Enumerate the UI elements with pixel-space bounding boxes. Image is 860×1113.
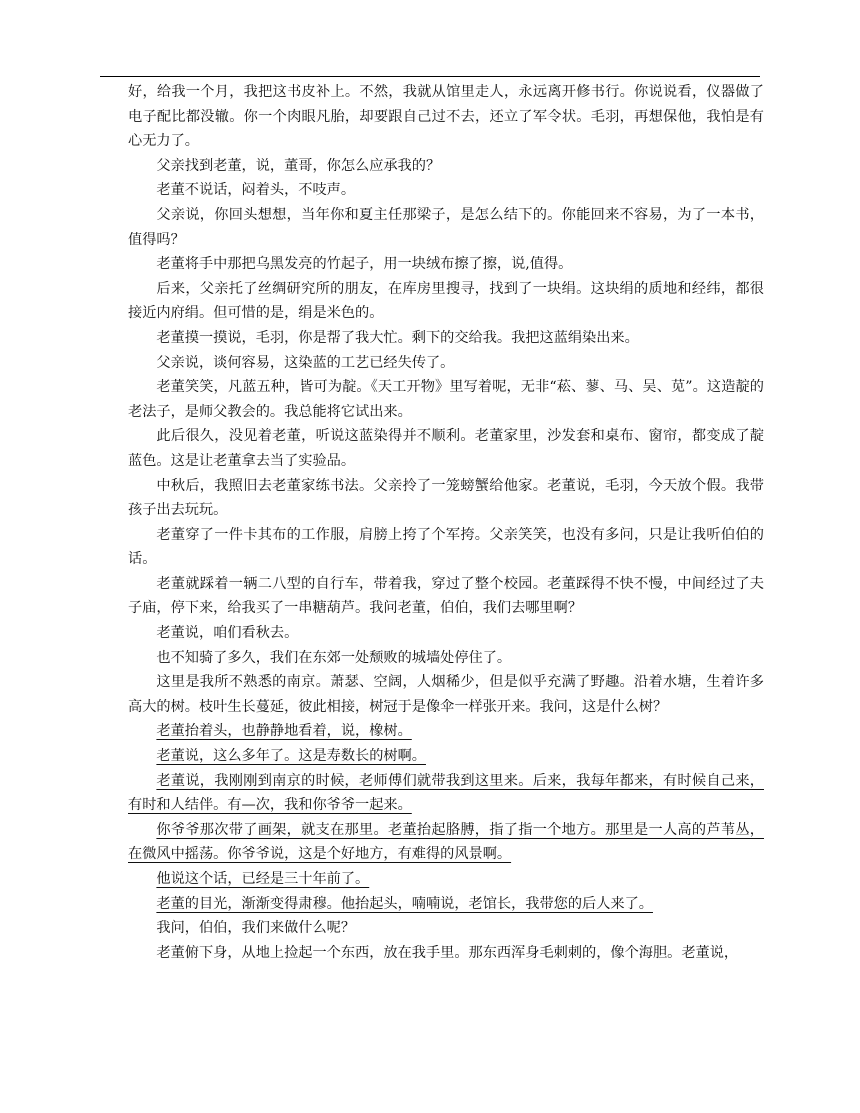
paragraph — [128, 769, 764, 818]
paragraph — [128, 80, 764, 154]
paragraph-text: 老董就踩着一辆二八型的自行车，带着我，穿过了整个校园。老董踩得不快不慢，中间经过了夫子庙，停下来，给我买了一串糖葫芦。我问老董，伯伯，我们去哪里啊？ — [128, 575, 764, 617]
paragraph — [128, 375, 764, 424]
paragraph — [128, 744, 764, 769]
paragraph-text: 父亲说，你回头想想，当年你和夏主任那梁子，是怎么结下的。你能回来不容易，为了一本书，值得吗？ — [128, 206, 764, 248]
paragraph — [128, 277, 764, 326]
underlined-text: 你爷爷那次带了画架，就支在那里。老董抬起胳膊，指了指一个地方。那里是一人高的芦苇丛，在微风中摇荡。你爷爷说，这是个好地方，有难得的风景啊。 — [128, 821, 764, 863]
paragraph-text: 老董说，咱们看秋去。 — [156, 625, 299, 642]
paragraph-text: 此后很久，没见着老董，听说这蓝染得并不顺利。老董家里，沙发套和桌布、窗帘，都变成了靛蓝色。这是让老董拿去当了实验品。 — [128, 428, 764, 469]
paragraph — [128, 203, 764, 252]
paragraph-text: 老董穿了一件卡其布的工作服，肩膀上挎了个军挎。父亲笑笑，也没有多问，只是让我听伯伯的话。 — [128, 526, 764, 568]
underlined-text: 他说这个话，已经是三十年前了。 — [156, 871, 370, 887]
paragraph-text: 老董俯下身，从地上捡起一个东西，放在我手里。那东西浑身毛刺刺的，像个海胆。老董说， — [156, 944, 739, 961]
paragraph-text: 中秋后，我照旧去老董家练书法。父亲拎了一笼螃蟹给他家。老董说，毛羽，今天放个假。我带孩子出去玩玩。 — [128, 477, 764, 519]
paragraph — [128, 154, 764, 179]
underlined-text: 老董说，我刚刚到南京的时候，老师傅们就带我到这里来。后来，我每年都来，有时候自己来，有时和人结伴。有—次，我和你爷爷一起来。 — [128, 772, 764, 814]
paragraph-text: 老董将手中那把乌黑发亮的竹起子，用一块绒布擦了擦，说,值得。 — [156, 256, 573, 273]
paragraph — [128, 867, 764, 892]
paragraph-text: 老董笑笑，凡蓝五种，皆可为靛。《天工开物》里写着呢，无非“菘、蓼、马、吴、苋”。这造靛的老法子，是师父教会的。我总能将它试出来。 — [128, 379, 764, 420]
paragraph — [128, 670, 764, 719]
paragraph — [128, 941, 764, 966]
underlined-text: 老董抬着头，也静静地看着，说，橡树。 — [156, 723, 412, 740]
paragraph-text: 老董不说话，闷着头，不吱声。 — [156, 182, 356, 199]
paragraph — [128, 178, 764, 203]
paragraph-text: 后来，父亲托了丝绸研究所的朋友，在库房里搜寻，找到了一块绢。这块绢的质地和经纬，都很接近内府绢。但可惜的是，绢是米色的。 — [128, 280, 764, 322]
paragraph-text: 这里是我所不熟悉的南京。萧瑟、空阔，人烟稀少，但是似乎充满了野趣。沿着水塘，生着许多高大的树。枝叶生长蔓延，彼此相接，树冠于是像伞一样张开来。我问，这是什么树？ — [128, 674, 764, 715]
paragraph — [128, 916, 764, 941]
paragraph — [128, 474, 764, 523]
paragraph — [128, 424, 764, 473]
paragraph-text: 父亲找到老董，说，董哥，你怎么应承我的？ — [156, 157, 441, 174]
paragraph — [128, 646, 764, 671]
paragraph — [128, 572, 764, 621]
paragraph — [128, 326, 764, 351]
article-body — [128, 80, 764, 965]
paragraph — [128, 892, 764, 917]
paragraph — [128, 621, 764, 646]
paragraph — [128, 252, 764, 277]
paragraph — [128, 719, 764, 744]
paragraph-text: 好，给我一个月，我把这书皮补上。不然，我就从馆里走人，永远离开修书行。你说说看，仪器做了电子配比都没辙。你一个肉眼凡胎，却要跟自己过不去，还立了军令状。毛羽，再想保他，我怕是有心无力了。 — [128, 84, 764, 150]
paragraph — [128, 523, 764, 572]
underlined-text: 老董说，这么多年了。这是寿数长的树啊。 — [156, 748, 426, 765]
paragraph-text: 也不知骑了多久，我们在东郊一处颓败的城墙处停住了。 — [156, 649, 512, 666]
paragraph — [128, 818, 764, 867]
paragraph — [128, 351, 764, 376]
underlined-text: 老董的目光，渐渐变得肃穆。他抬起头，喃喃说，老馆长，我带您的后人来了。 — [156, 895, 653, 912]
paragraph-text: 老董摸一摸说，毛羽，你是帮了我大忙。剩下的交给我。我把这蓝绢染出来。 — [156, 329, 639, 346]
header-rule — [100, 76, 760, 77]
paragraph-text: 我问，伯伯，我们来做什么呢？ — [156, 920, 356, 937]
paragraph-text: 父亲说，谈何容易，这染蓝的工艺已经失传了。 — [156, 354, 455, 371]
